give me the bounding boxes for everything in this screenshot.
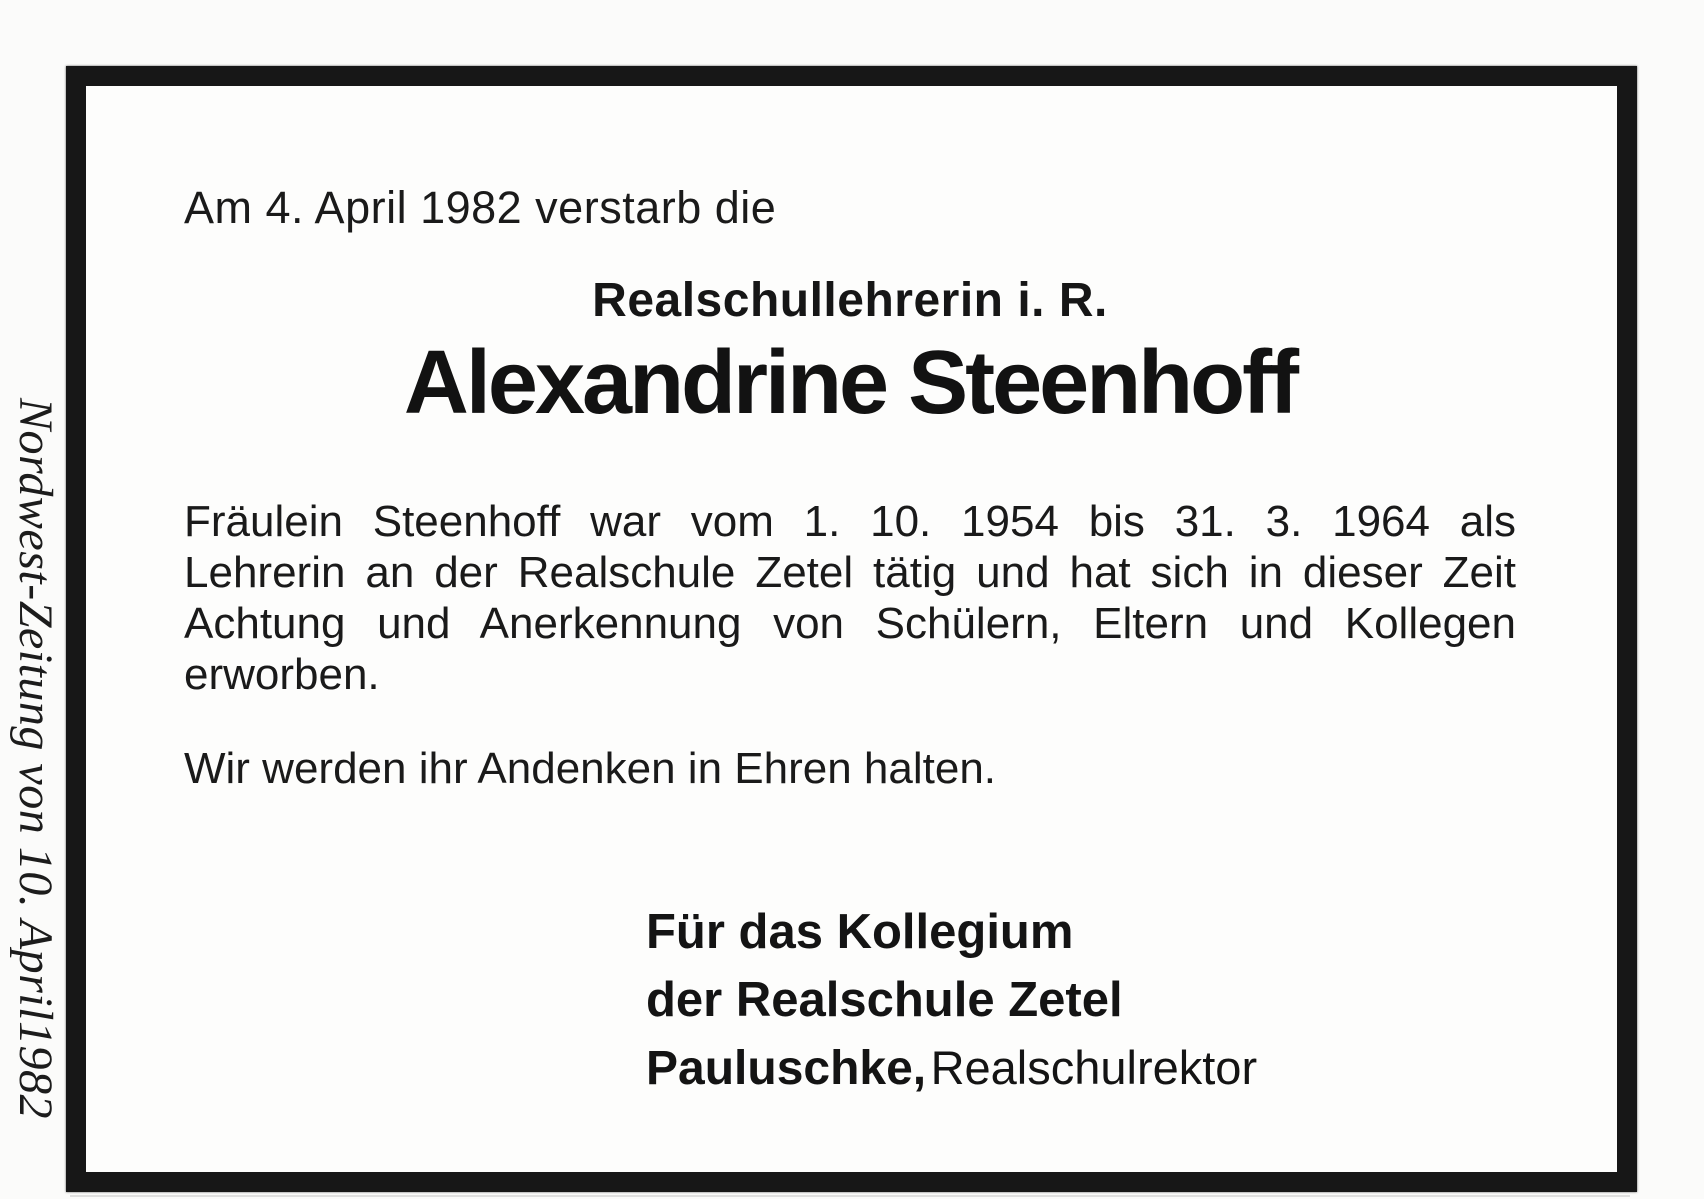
notice-subtitle: Realschullehrerin i. R.: [592, 274, 1108, 327]
deceased-name: Alexandrine Steenhoff: [403, 333, 1297, 433]
signature-line-3: [646, 1034, 1257, 1114]
newspaper-source-caption: Nordwest-Zeitung von 10. April1982: [9, 398, 62, 1120]
signatory-role: Realschulrektor: [930, 1041, 1258, 1094]
remembrance-line: Wir werden ihr Andenken in Ehren halten.: [184, 744, 997, 793]
signature-block: [646, 898, 1257, 1114]
notice-body-paragraph: [184, 496, 1516, 700]
notice-intro-line: Am 4. April 1982 verstarb die: [184, 182, 777, 233]
body-line-1: Fräulein Steenhoff war vom 1. 10. 1954 bis 31. 3. 1964 als: [184, 497, 1516, 546]
signatory-name: Pauluschke,: [646, 1042, 927, 1095]
scan-artifact-line: [70, 1195, 1630, 1197]
body-line-4: erworben.: [184, 650, 380, 699]
signature-line-2: der Realschule Zetel: [646, 973, 1123, 1027]
signature-line-1: Für das Kollegium: [646, 905, 1074, 959]
body-line-2: Lehrerin an der Realschule Zetel tätig und hat sich in dieser Zeit: [184, 548, 1516, 597]
body-line-3: Achtung und Anerkennung von Schülern, Eltern und Kollegen: [184, 599, 1516, 648]
